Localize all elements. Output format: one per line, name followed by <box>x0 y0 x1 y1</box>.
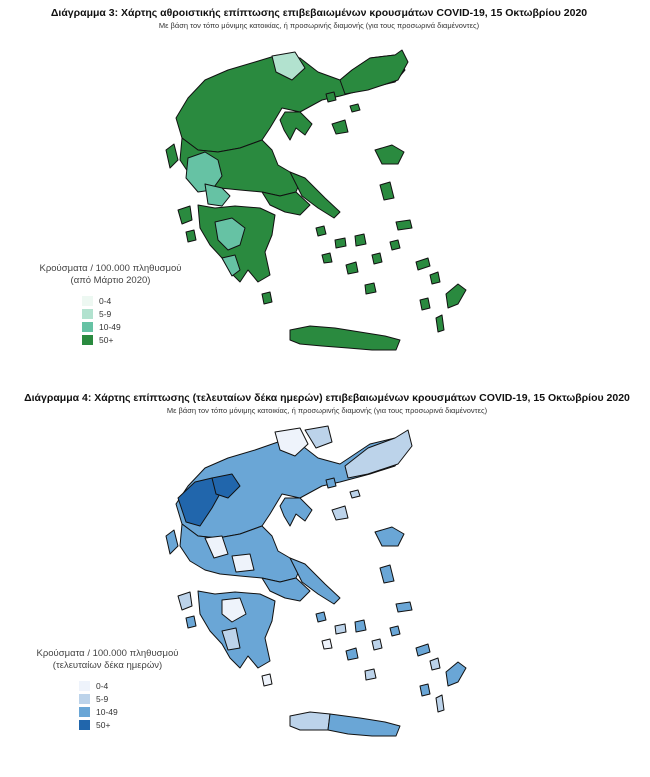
island-cyclades-8 <box>365 283 376 294</box>
legend-label: 5-9 <box>96 694 109 704</box>
island-cyclades-2 <box>335 238 346 248</box>
island-rhodes <box>446 284 466 308</box>
island-samothraki <box>350 104 360 112</box>
legend-label: 10-49 <box>99 322 121 332</box>
island-lemnos <box>332 120 348 134</box>
island-kefalonia <box>178 206 192 224</box>
island-dodecanese-1 <box>430 272 440 284</box>
island-thasos <box>326 478 336 488</box>
island-cyclades-1 <box>316 226 326 236</box>
island-crete <box>290 326 400 350</box>
legend-item <box>82 308 193 320</box>
legend-item <box>79 680 190 692</box>
legend-label: 50+ <box>99 335 114 345</box>
region-chalkidiki <box>280 112 312 140</box>
region-thrace <box>340 50 408 94</box>
island-thasos <box>326 92 336 102</box>
legend-title: Κρούσματα / 100.000 πληθυσμού (από Μάρτιο 2020) <box>39 263 182 286</box>
legend-item <box>79 693 190 705</box>
island-dodecanese-2 <box>420 684 430 696</box>
island-cyclades-3 <box>355 620 366 632</box>
island-chios <box>380 565 394 583</box>
island-cyclades-6 <box>372 253 382 264</box>
island-dodecanese-2 <box>420 298 430 310</box>
legend-label: 50+ <box>96 720 111 730</box>
map-subtitle: Με βάση τον τόπο μόνιμης κατοικίας, ή προσωρινής διαμονής (για τους προσωρινά διαμένοντες) <box>166 406 488 415</box>
island-corfu <box>166 144 178 168</box>
legend-item <box>82 295 193 307</box>
island-cyclades-1 <box>316 612 326 622</box>
legend-item <box>79 706 190 718</box>
map-title: Διάγραμμα 3: Χάρτης αθροιστικής επίπτωσης επιβεβαιωμένων κρουσμάτων COVID-19, 15 Οκτωβρίου 2020 <box>50 7 588 19</box>
island-samos <box>396 220 412 230</box>
island-dodecanese-1 <box>430 658 440 670</box>
legend-label: 10-49 <box>96 707 118 717</box>
island-karpathos <box>436 315 444 332</box>
island-cyclades-8 <box>365 669 376 680</box>
map-panel-ten-days <box>0 386 650 777</box>
legend-item <box>79 719 190 731</box>
island-karpathos <box>436 695 444 712</box>
legend-item <box>82 334 193 346</box>
map-title: Διάγραμμα 4: Χάρτης επίπτωσης (τελευταίων δέκα ημερών) επιβεβαιωμένων κρουσμάτων COVID-19, 15 Οκτωβρίου 2020 <box>24 392 630 404</box>
island-kythira <box>262 674 272 686</box>
island-crete-east <box>328 714 400 736</box>
island-kos <box>416 258 430 270</box>
legend-items <box>79 680 190 731</box>
legend-swatch <box>79 694 90 704</box>
island-kythira <box>262 292 272 304</box>
region-central-pale-2 <box>232 554 254 572</box>
legend-swatch <box>82 296 93 306</box>
island-zakynthos <box>186 616 196 628</box>
region-chalkidiki <box>280 498 312 526</box>
island-crete-west <box>290 712 330 730</box>
island-lemnos <box>332 506 348 520</box>
island-samothraki <box>350 490 360 498</box>
map-panel-cumulative <box>0 0 650 380</box>
legend-label: 0-4 <box>99 296 112 306</box>
map-legend <box>25 648 190 732</box>
island-cyclades-4 <box>322 639 332 649</box>
legend-swatch <box>79 707 90 717</box>
legend-items <box>82 295 193 346</box>
legend-item <box>82 321 193 333</box>
island-cyclades-6 <box>372 639 382 650</box>
island-cyclades-7 <box>390 626 400 636</box>
island-samos <box>396 602 412 612</box>
legend-swatch <box>82 335 93 345</box>
island-lesvos <box>375 527 404 546</box>
island-zakynthos <box>186 230 196 242</box>
island-rhodes <box>446 662 466 686</box>
island-kefalonia <box>178 592 192 610</box>
island-cyclades-7 <box>390 240 400 250</box>
island-corfu <box>166 530 178 554</box>
region-north-pale <box>305 426 332 448</box>
legend-swatch <box>79 681 90 691</box>
legend-swatch <box>82 309 93 319</box>
island-cyclades-2 <box>335 624 346 634</box>
island-chios <box>380 182 394 200</box>
legend-swatch <box>82 322 93 332</box>
island-cyclades-4 <box>322 253 332 263</box>
map-legend <box>28 263 193 347</box>
island-kos <box>416 644 430 656</box>
legend-label: 5-9 <box>99 309 112 319</box>
island-cyclades-5 <box>346 648 358 660</box>
island-cyclades-3 <box>355 234 366 246</box>
island-lesvos <box>375 145 404 164</box>
map-subtitle: Με βάση τον τόπο μόνιμης κατοικίας, ή προσωρινής διαμονής (για τους προσωρινά διαμένοντες) <box>158 21 480 30</box>
legend-swatch <box>79 720 90 730</box>
legend-title: Κρούσματα / 100.000 πληθυσμού (τελευταίων δέκα ημερών) <box>36 648 179 671</box>
legend-label: 0-4 <box>96 681 109 691</box>
island-cyclades-5 <box>346 262 358 274</box>
